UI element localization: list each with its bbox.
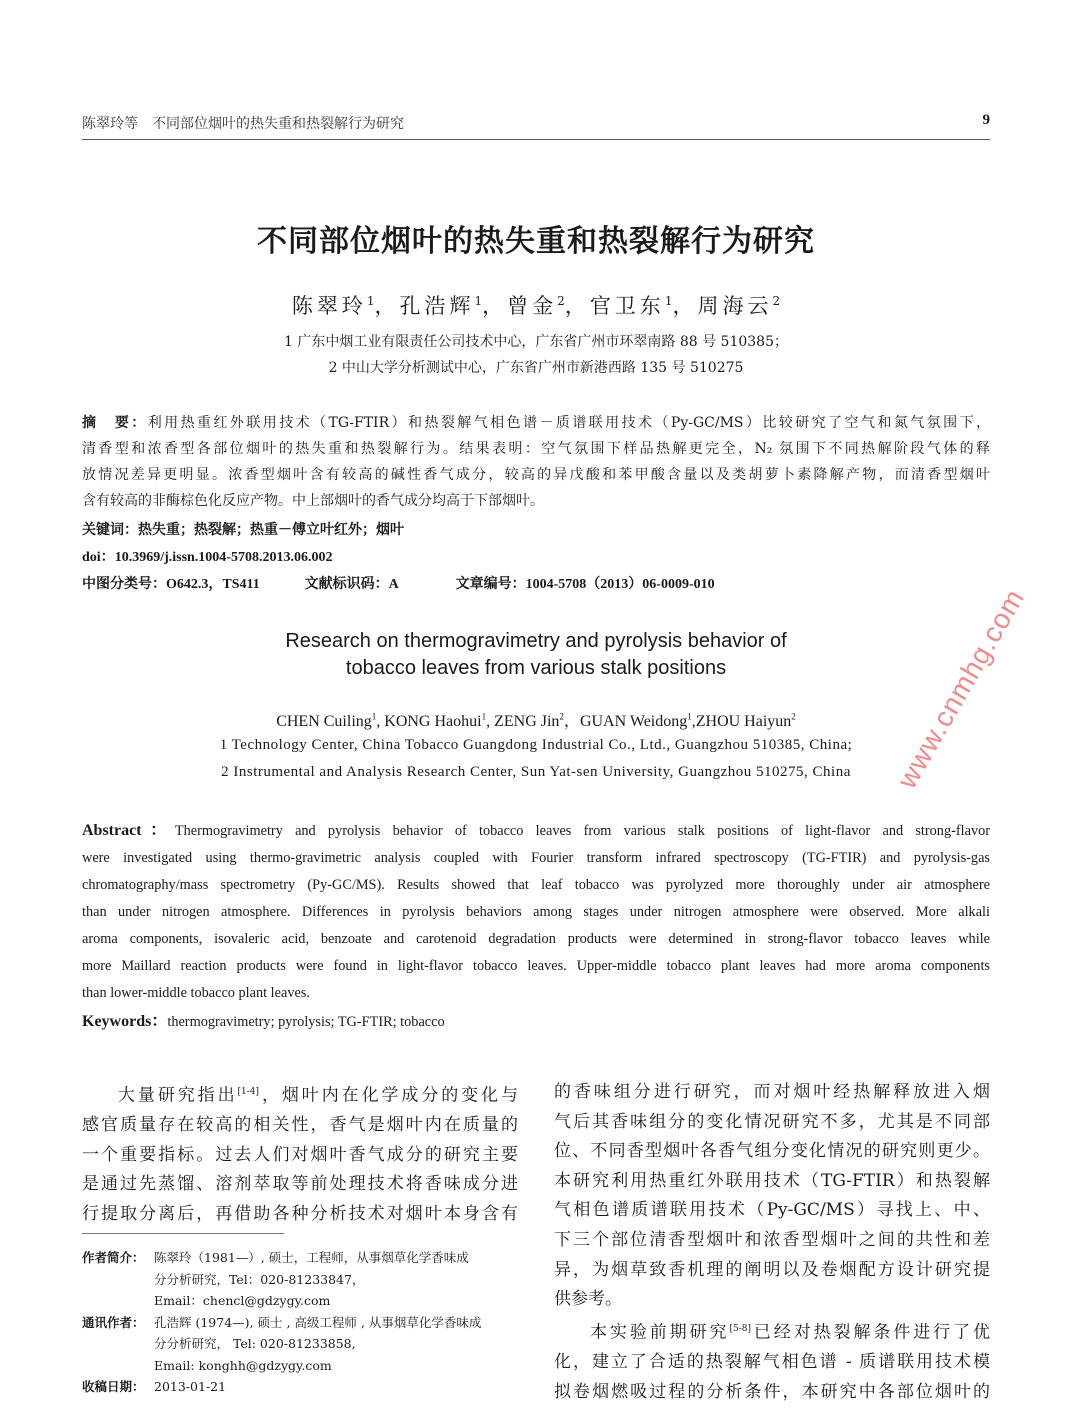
citation[interactable]: [1-4]: [237, 1087, 260, 1097]
footnote-label: 作者简介：: [82, 1250, 145, 1265]
page-number: 9: [982, 112, 990, 128]
chinese-abstract: [82, 410, 990, 514]
author-affiliation-mark: 1: [474, 294, 483, 308]
author-affiliation-mark: 1: [481, 711, 487, 722]
paper-title: 不同部位烟叶的热失重和热裂解行为研究: [257, 224, 815, 259]
keywords-cn: 关键词：热失重；热裂解；热重－傅立叶红外；烟叶: [82, 522, 404, 538]
classification: 中图分类号：O642.3，TS411 文献标识码：A 文章编号：1004-5708（2013）06-0009-010: [82, 576, 715, 592]
author-affiliation-mark: 2: [559, 711, 564, 722]
body-line: 供参考。: [554, 1289, 622, 1310]
footnote-line: 分分析研究，Tel：020-81233847，: [154, 1271, 365, 1287]
footnote-line: Email: konghh@gdzygy.com: [154, 1357, 332, 1373]
footnote-label: 通讯作者：: [82, 1314, 145, 1330]
english-affiliation-2: 2 Instrumental and Analysis Research Center, Sun Yat-sen University, Guangzhou 510275, China: [221, 764, 851, 780]
footnote-line: 分分析研究， Tel: 020-81233858,: [154, 1336, 356, 1351]
author-affiliation-mark: 2: [791, 711, 796, 722]
footnote-line: 通讯作者： 孔浩辉 (1974—), 硕士 , 高级工程师 , 从事烟草化学香味成: [82, 1312, 518, 1334]
body-line: 气相色谱质谱联用技术（Py-GC/MS）寻找上、中、: [554, 1200, 990, 1221]
english-abstract: Abstract：Thermogravimetry and pyrolysis behavior of tobacco leaves from various stalk positions of light-flavor and strong-flavor were investigated using thermo-gravimetric analysis coupled with Fourier transform infrared spectroscopy (TG-FTIR) and pyrolysis-gas chromatography/mass spectrometry (Py-GC/MS). Results showed that leaf tobacco was pyrolyzed more thoroughly under air atmosphere than under nitrogen atmosphere. Differences in pyrolysis behaviors among stages under nitrogen atmosphere were observed. More alkali aroma components, isovaleric acid, benzoate and carotenoid degradation products were determined in strong-flavor tobacco leaves while more Maillard reaction products were found in light-flavor tobacco leaves. Upper-middle tobacco plant leaves had more aroma components than lower-middle tobacco plant leaves.: [82, 822, 991, 1001]
author-name: 孔浩辉: [399, 294, 475, 318]
affiliation-1: 1 广东中烟工业有限责任公司技术中心，广东省广州市环翠南路 88 号 510385；: [284, 334, 788, 350]
english-author-list: [0, 708, 1072, 731]
english-affiliation-1: 1 Technology Center, China Tobacco Guangdong Industrial Co., Ltd., Guangzhou 510385, China;: [219, 737, 853, 753]
footnotes: [82, 1247, 518, 1398]
separator: ,: [486, 713, 495, 730]
body-line: 行提取分离后，再借助各种分析技术对烟叶本身含有: [82, 1204, 518, 1225]
body-line: 位、不同香型烟叶各香气组分变化情况的研究则更少。: [554, 1141, 990, 1162]
separator: ，: [563, 713, 580, 730]
author-name: 官卫东: [589, 294, 665, 318]
body-right-column: [554, 1078, 990, 1407]
body-line: 大量研究指出[1-4]，烟叶内在化学成分的变化与: [118, 1085, 519, 1106]
affiliation-2: 2 中山大学分析测试中心，广东省广州市新港西路 135 号 510275: [328, 360, 744, 376]
author-name: CHEN Cuiling: [276, 713, 372, 730]
abstract-line: 清香型和浓香型各部位烟叶的热失重和热裂解行为。结果表明：空气氛围下样品热解更完全，N₂ 氛围下不同热解阶段气体的释: [82, 441, 990, 457]
body-line: 本研究利用热重红外联用技术（TG-FTIR）和热裂解: [554, 1170, 990, 1191]
running-header: 陈翠玲等 不同部位烟叶的热失重和热裂解行为研究: [82, 116, 404, 132]
author-affiliation-mark: 1: [687, 711, 692, 722]
footnote-line: 作者简介： 陈翠玲（1981—）, 硕士，工程师，从事烟草化学香味成: [82, 1247, 518, 1269]
abstract-line: 利用热重红外联用技术（TG-FTIR）和热裂解气相色谱－质谱联用技术（Py-GC/MS）比较研究了空气和氮气氛围下，: [147, 415, 990, 431]
separator: ,: [376, 713, 385, 730]
author-name: 周海云: [697, 294, 773, 318]
author-affiliation-mark: 2: [772, 294, 781, 308]
doi: doi：10.3969/j.issn.1004-5708.2013.06.002: [82, 550, 333, 565]
english-keywords: Keywords：thermogravimetry; pyrolysis; TG-FTIR; tobacco: [82, 1013, 445, 1030]
abstract-line: 放情况差异更明显。浓香型烟叶含有较高的碱性香气成分，较高的异戊酸和苯甲酸含量以及类胡萝卜素降解产物，而清香型烟叶: [82, 467, 990, 483]
author-affiliation-mark: 1: [664, 294, 673, 308]
body-line: 下三个部位清香型烟叶和浓香型烟叶之间的共性和差: [554, 1229, 990, 1250]
footnote-rule: [82, 1233, 284, 1234]
body-line: 化，建立了合适的热裂解气相色谱 - 质谱联用技术模: [554, 1352, 990, 1372]
body-line: 一个重要指标。过去人们对烟叶香气成分的研究主要: [82, 1144, 518, 1165]
body-line: 拟卷烟燃吸过程的分析条件，本研究中各部位烟叶的: [554, 1381, 990, 1402]
abstract-line: 含有较高的非酶棕色化反应产物。中上部烟叶的香气成分均高于下部烟叶。: [82, 493, 544, 509]
separator: ,: [691, 713, 696, 730]
author-name: GUAN Weidong: [579, 713, 688, 730]
watermark: www.cnmhg.com: [891, 583, 1031, 794]
footnote-line: 收稿日期： 2013-01-21: [82, 1376, 518, 1398]
author-affiliation-mark: 1: [371, 711, 377, 722]
author-affiliation-mark: 2: [557, 294, 565, 308]
author-name: 陈翠玲: [291, 294, 367, 318]
body-line: 本实验前期研究[5-8]已经对热裂解条件进行了优: [590, 1322, 991, 1343]
author-name: ZHOU Haiyun: [695, 713, 792, 730]
body-line: 是通过先蒸馏、溶剂萃取等前处理技术将香味成分进: [82, 1174, 518, 1195]
footnote-line: Email：chencl@gdzygy.com: [154, 1293, 331, 1308]
footnote-label: 收稿日期：: [82, 1379, 145, 1394]
author-name: ZENG Jin: [494, 713, 560, 730]
header-rule: [82, 139, 990, 140]
body-line: 感官质量存在较高的相关性，香气是烟叶内在质量的: [82, 1115, 518, 1136]
body-line: 的香味组分进行研究，而对烟叶经热解释放进入烟: [554, 1082, 990, 1102]
abstract-label: 摘 要：: [82, 415, 148, 431]
author-affiliation-mark: 1: [366, 294, 375, 308]
citation[interactable]: [5-8]: [729, 1323, 751, 1334]
body-line: 异，为烟草致香机理的阐明以及卷烟配方设计研究提: [554, 1259, 990, 1280]
body-left-column: [82, 1078, 518, 1230]
author-list: 陈翠玲$^1$，孔浩辉$^1$，曾金$^2$，官卫东$^1$，周海云$^2$: [291, 294, 781, 318]
author-name: 曾金: [507, 294, 558, 318]
author-name: KONG Haohui: [384, 713, 482, 730]
english-title: Research on thermogravimetry and pyrolysis behavior of tobacco leaves from various stalk positions: [285, 630, 787, 679]
body-line: 气后其香味组分的变化情况研究不多，尤其是不同部: [554, 1111, 990, 1132]
